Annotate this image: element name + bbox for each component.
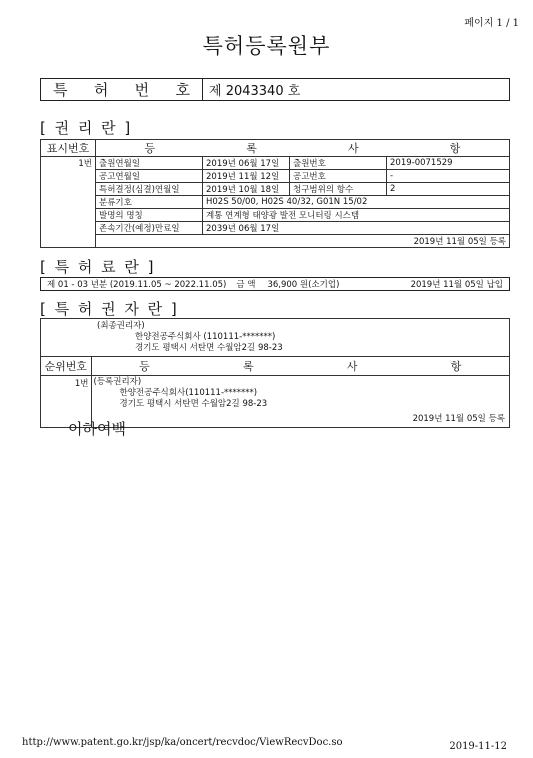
empty-cell bbox=[41, 319, 92, 357]
header-char: 등 bbox=[144, 142, 156, 155]
table-row bbox=[41, 170, 510, 183]
fee-period: 제 01 - 03 년분 (2019.11.05 ~ 2022.11.05) bbox=[47, 280, 227, 290]
table-row bbox=[41, 222, 510, 235]
registered-date: 2019년 11월 05일 등록 bbox=[96, 235, 510, 248]
field-label: 출원번호 bbox=[290, 157, 387, 170]
fee-amount-label: 금 액 bbox=[236, 280, 256, 290]
col-rank-number: 순위번호 bbox=[41, 357, 92, 376]
page-number: 페이지 1 / 1 bbox=[464, 18, 519, 29]
header-char: 항 bbox=[450, 360, 462, 373]
final-holder-block bbox=[91, 319, 510, 357]
field-label: 분류기호 bbox=[96, 196, 203, 209]
field-value: 2019년 11월 12일 bbox=[203, 170, 290, 183]
label-char: 특 bbox=[53, 81, 68, 99]
fee-section-heading: [ 특 허 료 란 ] bbox=[40, 258, 156, 276]
field-label: 발명의 명칭 bbox=[96, 209, 203, 222]
field-label: 공고연월일 bbox=[96, 170, 203, 183]
patent-number-box bbox=[40, 78, 510, 101]
footer-url: http://www.patent.go.kr/jsp/ka/oncert/recvdoc/ViewRecvDoc.so bbox=[22, 737, 343, 748]
label-char: 허 bbox=[93, 81, 109, 99]
field-value: - bbox=[387, 170, 510, 183]
fee-paid-date: 2019년 11월 05일 납입 bbox=[410, 280, 503, 290]
patent-number-value: 제 2043340 호 bbox=[209, 84, 301, 99]
field-value: 2039년 06월 17일 bbox=[203, 222, 510, 235]
field-label: 특허결정(심결)연월일 bbox=[96, 183, 203, 196]
field-label: 출원연월일 bbox=[96, 157, 203, 170]
header-char: 록 bbox=[246, 142, 257, 155]
table-row bbox=[41, 196, 510, 209]
header-char: 항 bbox=[449, 142, 461, 155]
col-display-number: 표시번호 bbox=[41, 140, 96, 157]
field-value: 계통 연계형 태양광 발전 모니터링 시스템 bbox=[203, 209, 510, 222]
col-register-items bbox=[91, 357, 510, 376]
registered-date: 2019년 11월 05일 등록 bbox=[412, 414, 505, 424]
table-row bbox=[41, 157, 510, 170]
final-holder-name: 한양전공주식회사 (110111-*******) bbox=[135, 332, 276, 342]
footer-date: 2019-11-12 bbox=[449, 741, 507, 752]
blank-note: 이하여백 bbox=[68, 420, 126, 438]
label-char: 호 bbox=[175, 81, 190, 99]
final-holder-address: 경기도 평택시 서탄면 수월암2길 98-23 bbox=[135, 343, 283, 353]
field-value: H02S 50/00, H02S 40/32, G01N 15/02 bbox=[203, 196, 510, 209]
registered-holder-address: 경기도 평택시 서탄면 수월암2길 98-23 bbox=[119, 399, 268, 409]
header-char: 록 bbox=[242, 360, 254, 373]
registered-holder-block bbox=[91, 376, 510, 428]
entry-number: 1번 bbox=[41, 157, 96, 248]
rights-table bbox=[40, 139, 510, 248]
holder-section-heading: [ 특 허 권 자 란 ] bbox=[40, 300, 179, 318]
col-register-items bbox=[96, 140, 510, 157]
field-value: 2019년 06월 17일 bbox=[203, 157, 290, 170]
fee-amount: 36,900 원(소기업) bbox=[267, 280, 340, 290]
fee-row bbox=[40, 277, 510, 291]
field-label: 존속기간(예정)만료일 bbox=[96, 222, 203, 235]
document-title: 특허등록원부 bbox=[202, 34, 331, 58]
field-value: 2019-0071529 bbox=[387, 157, 510, 170]
registered-holder-label: (등록권리자) bbox=[93, 377, 142, 387]
header-char: 사 bbox=[348, 142, 359, 155]
header-char: 사 bbox=[346, 360, 358, 373]
table-row bbox=[41, 183, 510, 196]
final-holder-label: (최종권리자) bbox=[97, 321, 145, 331]
field-value: 2019년 10월 18일 bbox=[203, 183, 290, 196]
header-char: 등 bbox=[139, 360, 150, 373]
registered-holder-name: 한양전공주식회사(110111-*******) bbox=[119, 388, 258, 398]
rights-section-heading: [ 권 리 란 ] bbox=[40, 119, 133, 137]
table-row bbox=[41, 235, 510, 248]
table-row bbox=[41, 209, 510, 222]
entry-number: 1번 bbox=[41, 376, 92, 428]
field-label: 공고번호 bbox=[290, 170, 387, 183]
patent-number-label bbox=[41, 79, 203, 100]
label-char: 번 bbox=[134, 81, 150, 99]
holder-table bbox=[40, 318, 510, 428]
field-label: 청구범위의 항수 bbox=[290, 183, 387, 196]
field-value: 2 bbox=[387, 183, 510, 196]
